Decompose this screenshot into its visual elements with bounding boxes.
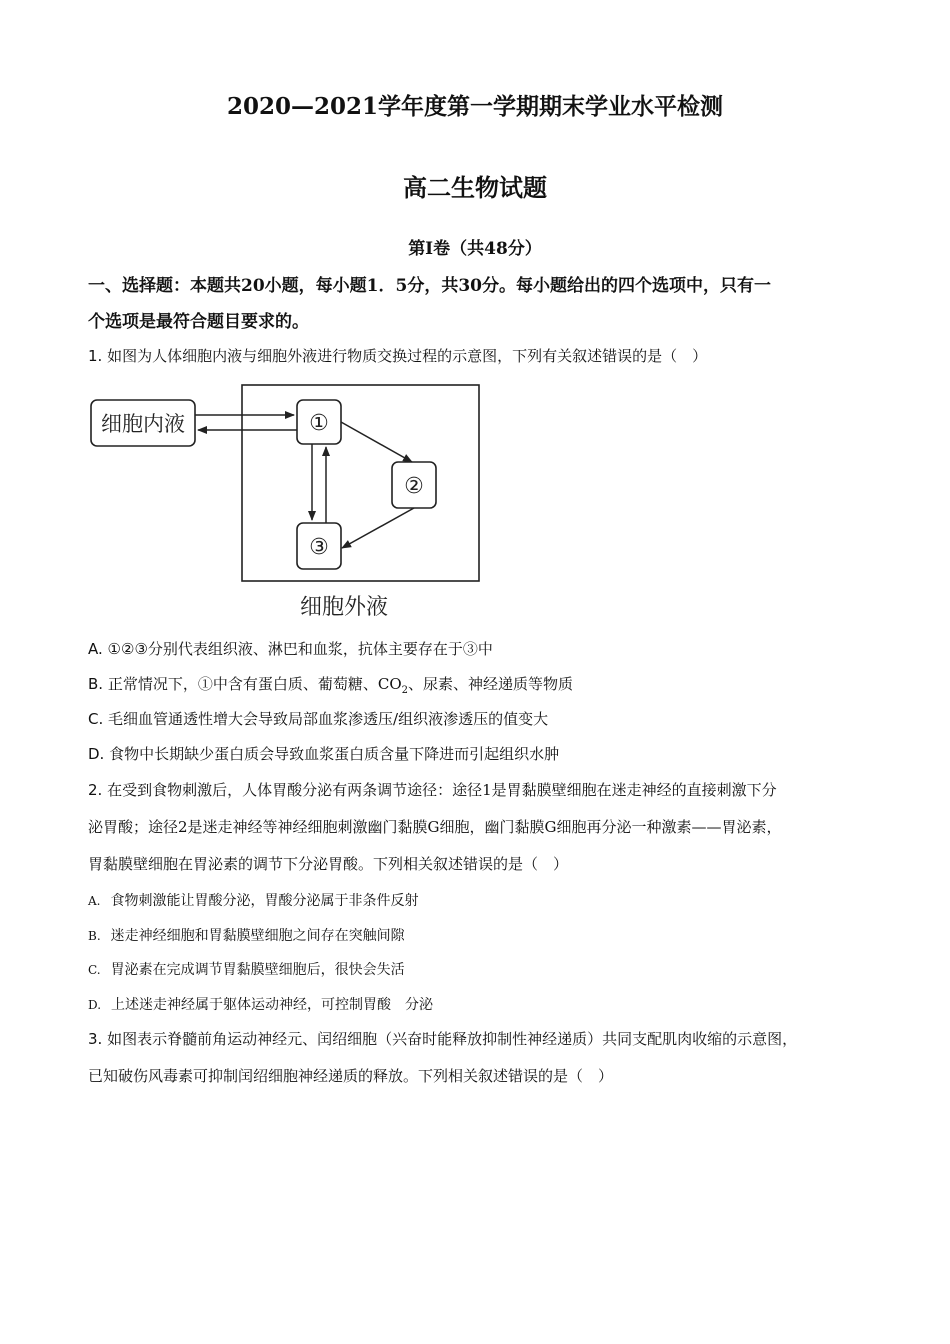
q2-option-c bbox=[88, 959, 405, 979]
question-2-stem-line3: 胃黏膜壁细胞在胃泌素的调节下分泌胃酸。下列相关叙述错误的是（ ） bbox=[88, 855, 569, 873]
exam-subtitle: 高二生物试题 bbox=[403, 173, 547, 202]
exam-title: 2020—2021学年度第一学期期末学业水平检测 bbox=[226, 93, 724, 120]
intracellular-label: 细胞内液 bbox=[101, 412, 185, 436]
question-1-number: 1. bbox=[88, 347, 103, 365]
question-3-stem-line2: 已知破伤风毒素可抑制闰绍细胞神经递质的释放。下列相关叙述错误的是（ ） bbox=[88, 1067, 614, 1085]
q2-option-b bbox=[88, 925, 405, 945]
subscript-2: 2 bbox=[401, 685, 408, 696]
option-text-part1: 正常情况下，①中含有蛋白质、葡萄糖、CO bbox=[107, 675, 402, 693]
option-label: D. bbox=[88, 745, 105, 763]
q1-option-c bbox=[88, 708, 548, 729]
option-text: 毛细血管通透性增大会导致局部血浆渗透压/组织液渗透压的值变大 bbox=[108, 710, 549, 728]
option-label: C. bbox=[88, 963, 101, 977]
question-1-stem bbox=[88, 345, 707, 366]
q2-option-d bbox=[88, 994, 433, 1014]
option-text-part2: 、尿素、神经递质等物质 bbox=[408, 675, 574, 693]
option-text: 食物中长期缺少蛋白质会导致血浆蛋白质含量下降进而引起组织水肿 bbox=[109, 745, 560, 763]
node-2-label: ② bbox=[404, 474, 424, 499]
q1-option-d bbox=[88, 743, 559, 764]
question-2-stem-line2: 泌胃酸；途径2是迷走神经等神经细胞刺激幽门黏膜G细胞，幽门黏膜G细胞再分泌一种激素——胃泌素， bbox=[88, 818, 782, 836]
q1-option-b bbox=[88, 673, 573, 696]
node-3-label: ③ bbox=[309, 535, 329, 560]
extracellular-caption: 细胞外液 bbox=[299, 595, 389, 620]
option-text: 迷走神经细胞和胃黏膜壁细胞之间存在突触间隙 bbox=[110, 928, 405, 944]
question-3-number: 3. bbox=[88, 1030, 103, 1048]
volume-heading: 第Ⅰ卷（共48分） bbox=[408, 239, 542, 259]
option-label: A. bbox=[88, 640, 103, 658]
question-1-text: 如图为人体细胞内液与细胞外液进行物质交换过程的示意图，下列有关叙述错误的是（ ） bbox=[107, 347, 708, 365]
option-label: C. bbox=[88, 710, 104, 728]
q2-option-a bbox=[88, 890, 418, 910]
section-heading-line2: 个选项是最符合题目要求的。 bbox=[88, 312, 309, 332]
section-heading-line1: 一、选择题：本题共20小题，每小题1．5分，共30分。每小题给出的四个选项中，只有一 bbox=[88, 276, 771, 296]
question-3-text-1: 如图表示脊髓前角运动神经元、闰绍细胞（兴奋时能释放抑制性神经递质）共同支配肌肉收缩的示意图， bbox=[107, 1030, 798, 1048]
option-label: B. bbox=[88, 675, 104, 693]
question-3-stem-line1 bbox=[88, 1028, 797, 1049]
exchange-diagram bbox=[86, 380, 506, 625]
q1-option-a bbox=[88, 638, 493, 659]
option-label: D. bbox=[88, 998, 102, 1012]
option-text: 上述迷走神经属于躯体运动神经，可控制胃酸 分泌 bbox=[111, 997, 434, 1013]
question-2-number: 2. bbox=[88, 781, 103, 799]
question-2-text-1: 在受到食物刺激后，人体胃酸分泌有两条调节途径：途径1是胃黏膜壁细胞在迷走神经的直接刺激下分 bbox=[107, 781, 777, 799]
node-1-label: ① bbox=[309, 411, 329, 436]
option-text: 食物刺激能让胃酸分泌，胃酸分泌属于非条件反射 bbox=[110, 893, 419, 909]
section-heading bbox=[88, 268, 868, 340]
option-label: A. bbox=[88, 894, 101, 908]
question-2-stem-line1 bbox=[88, 779, 777, 800]
option-text: 胃泌素在完成调节胃黏膜壁细胞后，很快会失活 bbox=[110, 962, 405, 978]
option-text: ①②③分别代表组织液、淋巴和血浆，抗体主要存在于③中 bbox=[107, 640, 493, 658]
arrow-1-to-2 bbox=[341, 422, 412, 462]
option-text bbox=[107, 675, 574, 696]
option-label: B. bbox=[88, 929, 101, 943]
arrow-2-to-3 bbox=[342, 508, 414, 548]
